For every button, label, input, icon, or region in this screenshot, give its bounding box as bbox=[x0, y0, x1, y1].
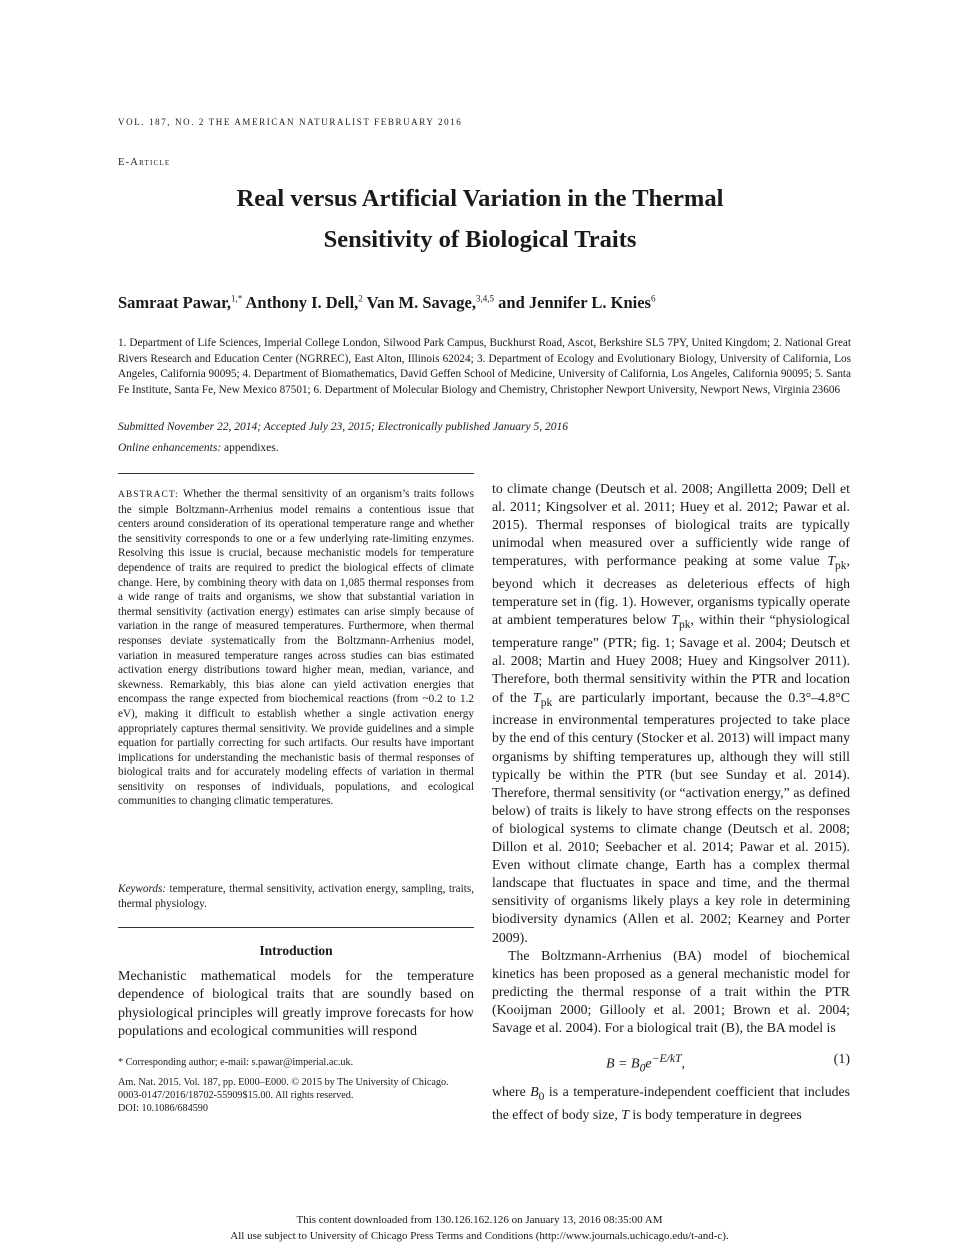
body-text: is body temperature in degrees bbox=[628, 1106, 802, 1122]
affiliations: 1. Department of Life Sciences, Imperial College London, Silwood Park Campus, Buckhurst Road, Ascot, Berkshire SL5 7PY, United Kingdom; 2. National Great Rivers Research and Education Center (NGRREC), East Alton, Illinois 62024; 3. Department of Ecology and Evolutionary Biology, University of California, Los Angeles, California 90095; 4. Department of Biomathematics, David Geffen School of Medicine, University of California, Los Angeles, California 90095; 5. Santa Fe Institute, Santa Fe, New Mexico 87501; 6. Department of Molecular Biology and Chemistry, Christopher Newport University, Newport News, Virginia 23606 bbox=[118, 337, 851, 396]
body-text: , beyond which it decreases as deleterious effects of high temperature set in (fig. 1). However, organisms typically operate at ambient temperatures below bbox=[492, 553, 850, 628]
citation-note bbox=[118, 1076, 474, 1115]
equation-exponent: −E/kT bbox=[651, 1052, 682, 1065]
symbol-subscript: 0 bbox=[538, 1090, 545, 1103]
footer-line-1: This content downloaded from 130.126.162.126 on January 13, 2016 08:35:00 AM bbox=[296, 1214, 663, 1226]
online-enhancements bbox=[118, 442, 279, 454]
equation-base: e bbox=[645, 1056, 652, 1072]
article-type: E-Article bbox=[118, 157, 171, 168]
author-2: Anthony I. Dell, bbox=[242, 293, 359, 312]
author-1-affil: 1,* bbox=[231, 293, 243, 304]
online-enhancements-label: Online enhancements: bbox=[118, 442, 222, 454]
body-text: to climate change (Deutsch et al. 2008; Angilletta 2009; Dell et al. 2011; Kingsolver et al. 2011; Huey et al. 2012; Pawar et al. 2015). Thermal responses of biological traits are typically unimodal when measured over a sufficiently wide range of temperatures, with performance peaking at some value bbox=[492, 481, 850, 569]
title-line-1: Real versus Artificial Variation in the Thermal bbox=[236, 185, 724, 212]
symbol-subscript: pk bbox=[835, 560, 847, 573]
equation-subscript: 0 bbox=[639, 1061, 646, 1075]
citation-text: Am. Nat. 2015. Vol. 187, pp. E000–E000. © 2015 by The University of Chicago. 0003-0147/2016/18702-55909$15.00. All rights reserved. bbox=[118, 1077, 449, 1101]
author-3: Van M. Savage, bbox=[362, 293, 477, 312]
equation-expression bbox=[606, 1052, 685, 1074]
divider-top bbox=[118, 473, 474, 474]
body-text: is a temperature-independent coefficient that includes the effect of body size, bbox=[492, 1084, 850, 1122]
download-footer bbox=[0, 1212, 959, 1244]
keywords bbox=[118, 882, 474, 911]
body-paragraph-3 bbox=[492, 1083, 850, 1124]
doi-text: DOI: 10.1086/684590 bbox=[118, 1103, 208, 1114]
abstract bbox=[118, 487, 474, 809]
equation-lhs: B = B bbox=[606, 1056, 640, 1072]
keywords-label: Keywords: bbox=[118, 883, 167, 895]
symbol-t: T bbox=[671, 612, 680, 628]
footer-line-2: All use subject to University of Chicago Press Terms and Conditions (http://www.journals.uchicago.edu/t-and-c). bbox=[230, 1230, 729, 1242]
title-line-2: Sensitivity of Biological Traits bbox=[323, 226, 637, 253]
introduction-paragraph: Mechanistic mathematical models for the temperature dependence of biological traits that are soundly based on physiological principles will greatly improve forecasts for how populations and ecological communities will respond bbox=[118, 969, 474, 1039]
author-4: and Jennifer L. Knies bbox=[494, 293, 651, 312]
section-heading-introduction: Introduction bbox=[259, 943, 333, 958]
body-paragraph-2: The Boltzmann-Arrhenius (BA) model of biochemical kinetics has been proposed as a general mechanistic model for predicting the thermal response of a trait within the PTR (Kooijman 2000; Gillooly et al. 2001; Brown et al. 2004; Savage et al. 2004). For a biological trait (B), the BA model is bbox=[492, 947, 850, 1035]
abstract-label: ABSTRACT: bbox=[118, 490, 179, 500]
right-column-text bbox=[492, 480, 850, 1037]
body-text: where bbox=[492, 1084, 531, 1099]
keywords-text: temperature, thermal sensitivity, activation energy, sampling, traits, thermal physiology. bbox=[118, 883, 474, 910]
author-3-affil: 3,4,5 bbox=[476, 293, 495, 304]
article-title bbox=[150, 178, 810, 260]
equation-tail: , bbox=[681, 1056, 685, 1072]
footnotes bbox=[118, 1056, 474, 1122]
running-head: VOL. 187, NO. 2 THE AMERICAN NATURALIST FEBRUARY 2016 bbox=[118, 117, 463, 127]
body-paragraph-1 bbox=[492, 480, 850, 947]
divider-bottom bbox=[118, 927, 474, 928]
body-text: , within their “physiological temperature range” (PTR; fig. 1; Savage et al. 2004; Deutsch et al. 2008; Martin and Huey 2008; Huey and Kingsolver 2011). Therefore, both thermal sensitivity within the PTR and location of the bbox=[492, 612, 850, 705]
author-list bbox=[118, 293, 655, 313]
symbol-t: T bbox=[533, 689, 541, 705]
body-text: are particularly important, because the 0.3°–4.8°C increase in environmental temperatures projected to take place by the end of this century (Stocker et al. 2013) will impact many organisms by shifting temperatures up, although they will still typically be within the PTR (but see Sunday et al. 2014). Therefore, thermal sensitivity (or “activation energy,” as defined below) of traits is likely to have strong effects on the responses of biological systems to climate change (Deutsch et al. 2008; Dillon et al. 2010; Seebacher et al. 2014; Pawar et al. 2015). Even without climate change, Earth has a complex thermal landscape that fluctuates in space and time, and the thermal sensitivity of organisms likely plays a key role in determining biodiversity dynamics (Allen et al. 2002; Kearney and Porter 2009). bbox=[492, 689, 850, 945]
online-enhancements-value: appendixes. bbox=[221, 442, 279, 454]
corresponding-author-note: * Corresponding author; e-mail: s.pawar@imperial.ac.uk. bbox=[118, 1057, 354, 1068]
author-4-affil: 6 bbox=[650, 293, 656, 304]
symbol-t: T bbox=[621, 1106, 629, 1122]
author-1: Samraat Pawar, bbox=[118, 293, 232, 312]
equation-1 bbox=[492, 1052, 850, 1075]
symbol-subscript: pk bbox=[540, 696, 553, 709]
equation-number: (1) bbox=[833, 1052, 850, 1067]
symbol-b: B bbox=[530, 1084, 539, 1099]
symbol-t: T bbox=[827, 553, 836, 569]
symbol-subscript: pk bbox=[679, 619, 691, 632]
abstract-text: Whether the thermal sensitivity of an organism’s traits follows the simple Boltzmann-Arrhenius model remains a contentious issue that centers around consideration of its operational temperature range and whether the sensitivity corresponds to one or a few underlying rate-limiting enzymes. Resolving this issue is crucial, because mechanistic models for temperature dependence of traits are required to predict the biological effects of climate change. Here, by combining theory with data on 1,085 thermal responses from a wide range of traits and organisms, we show that substantial variation in thermal sensitivity (activation energy) estimates can arise simply because of variation in the range of measured temperatures. Furthermore, when thermal responses deviate systematically from the Boltzmann-Arrhenius model, variation in measured temperature ranges across studies can bias estimated activation energy distributions toward higher mean, median, variance, and skewness. Remarkably, this bias alone can yield activation energies that encompass the range expected from biochemical reactions (from ~0.2 to 1.2 eV), making it difficult to establish whether a single activation energy appropriately captures thermal sensitivity. We provide guidelines and a simple equation for partially correcting for such artifacts. Our results have important implications for understanding the mechanistic basis of thermal responses of biological traits and for accurately modeling effects of variation in thermal sensitivity on responses of individuals, populations, and ecological communities to changing climatic temperatures. bbox=[118, 488, 474, 808]
author-2-affil: 2 bbox=[358, 293, 363, 304]
submission-dates: Submitted November 22, 2014; Accepted July 23, 2015; Electronically published January 5, 2016 bbox=[118, 421, 568, 433]
